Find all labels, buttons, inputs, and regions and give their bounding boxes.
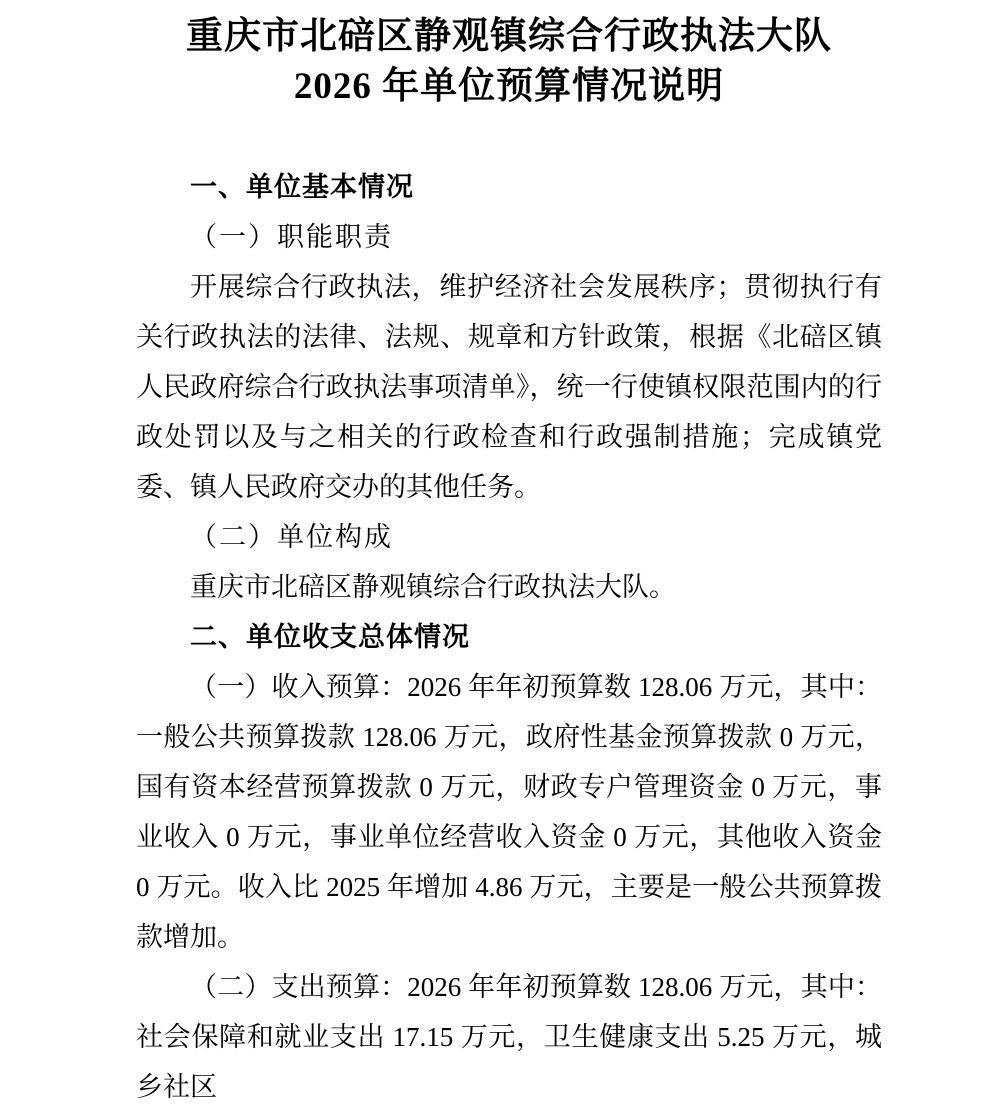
section-heading-1: 一、单位基本情况	[190, 172, 414, 202]
document-body	[136, 162, 882, 1112]
body-paragraph: 重庆市北碚区静观镇综合行政执法大队。	[190, 572, 676, 602]
document-title-line1: 重庆市北碚区静观镇综合行政执法大队	[186, 16, 832, 57]
document-title-line2: 2026 年单位预算情况说明	[293, 66, 725, 107]
section-heading-2: 二、单位收支总体情况	[190, 622, 470, 652]
sub-heading: （一）职能职责	[190, 222, 393, 252]
sub-heading: （二）单位构成	[190, 522, 393, 552]
body-paragraph: （一）收入预算：2026 年年初预算数 128.06 万元，其中：一般公共预算拨款 128.06 万元，政府性基金预算拨款 0 万元，国有资本经营预算拨款 0 万元，财政专户管理资金 0 万元，事业收入 0 万元，事业单位经营收入资金 0 万元，其他收入资金 0 万元。收入比 2025 年增加 4.86 万元，主要是一般公共预算拨款增加。	[136, 672, 882, 952]
body-paragraph: （二）支出预算：2026 年年初预算数 128.06 万元，其中：社会保障和就业支出 17.15 万元，卫生健康支出 5.25 万元，城乡社区	[136, 972, 882, 1102]
document-title	[136, 12, 882, 112]
body-paragraph: 开展综合行政执法，维护经济社会发展秩序；贯彻执行有关行政执法的法律、法规、规章和方针政策，根据《北碚区镇人民政府综合行政执法事项清单》，统一行使镇权限范围内的行政处罚以及与之相关的行政检查和行政强制措施；完成镇党委、镇人民政府交办的其他任务。	[136, 272, 882, 502]
